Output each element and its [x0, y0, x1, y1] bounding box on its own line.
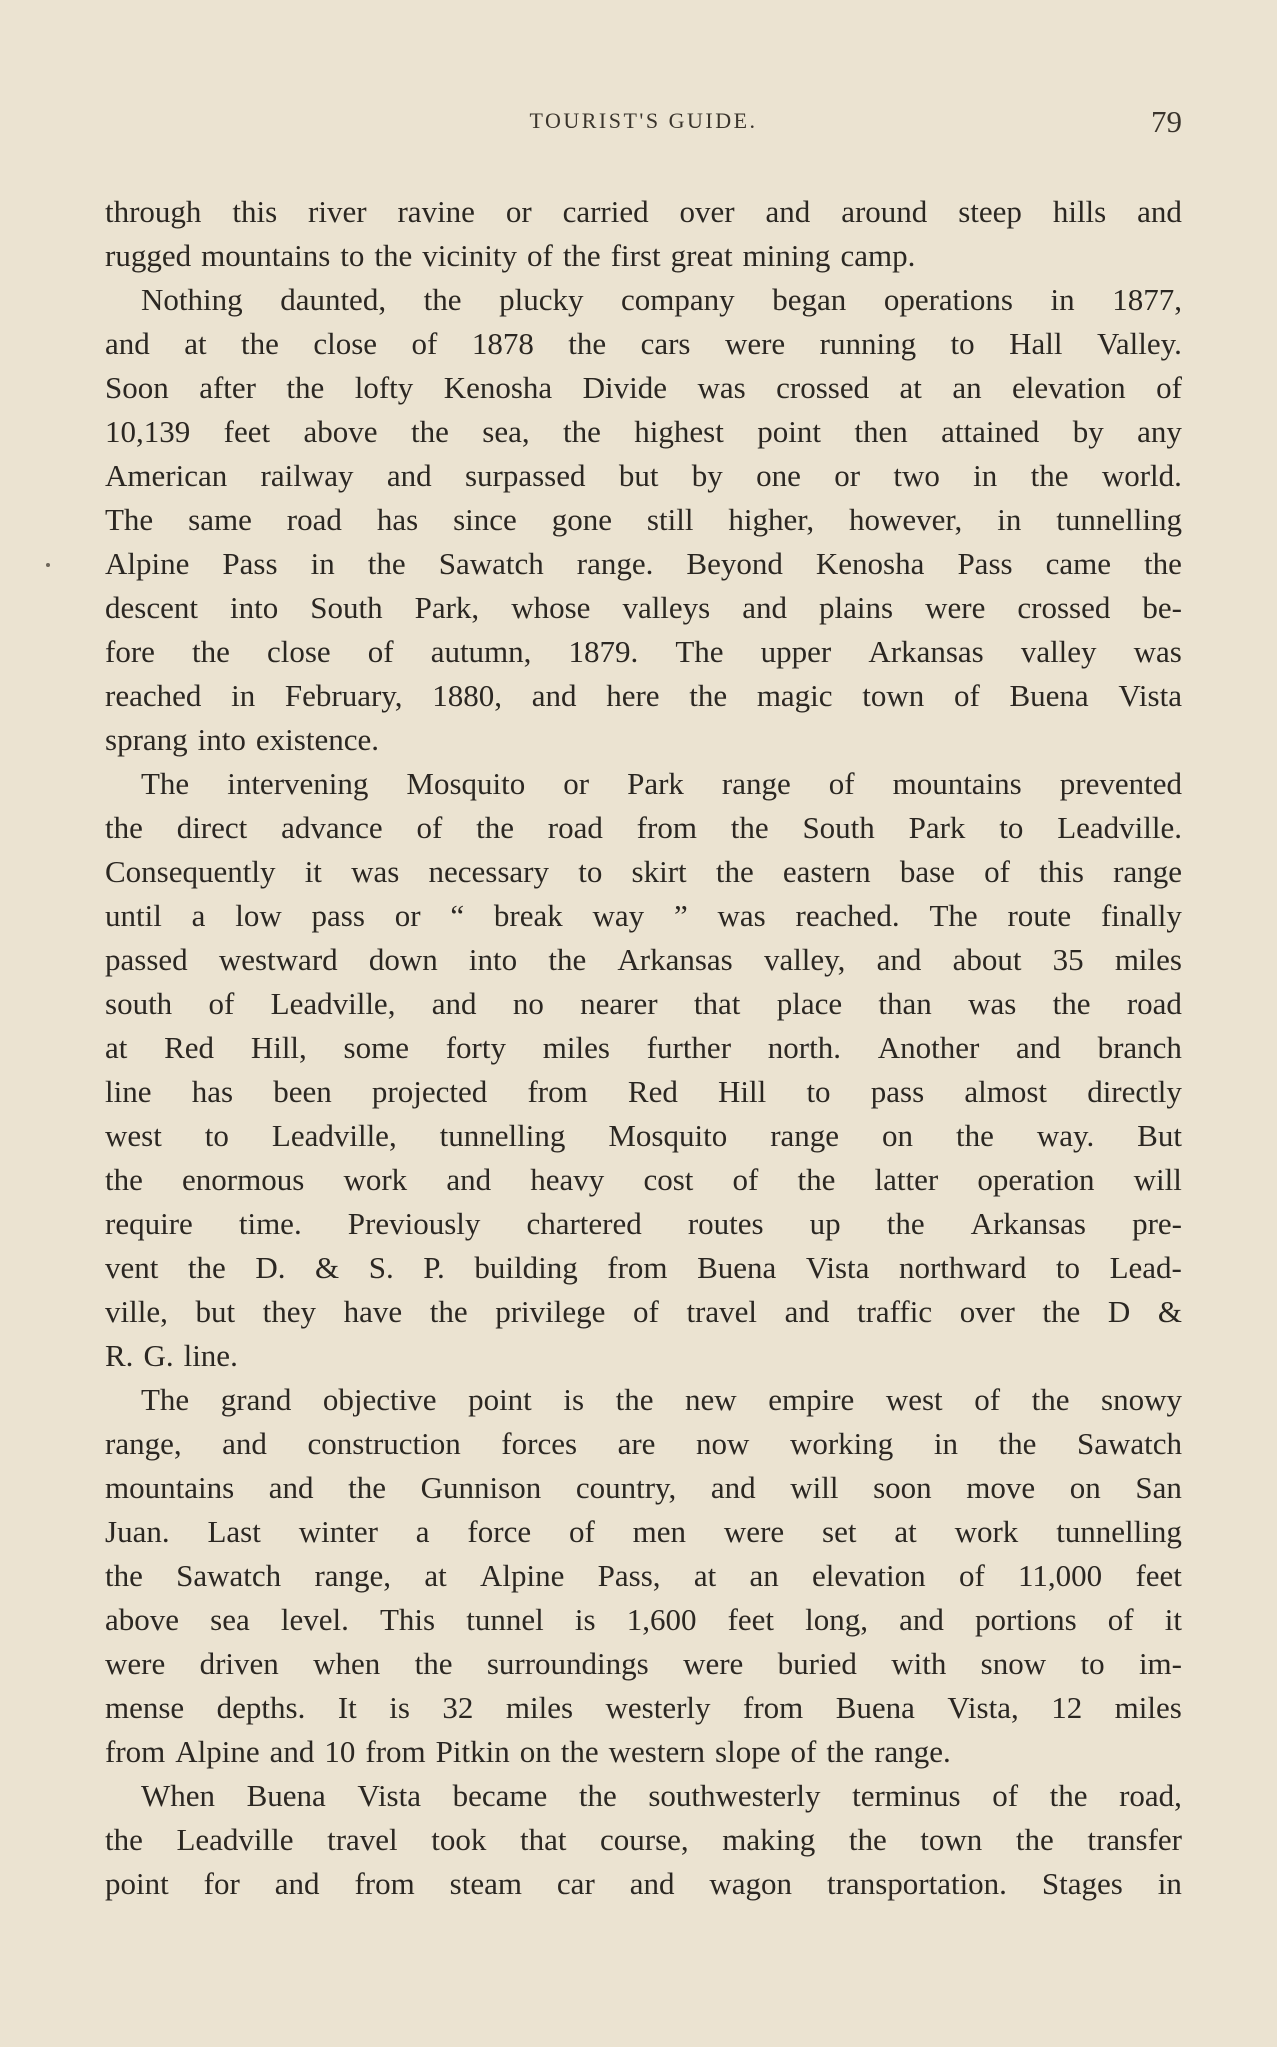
text-line: descent into South Park, whose valleys and plains were crossed be- — [105, 590, 1182, 625]
text-line: the Leadville travel took that course, making the town the transfer — [105, 1822, 1182, 1857]
text-line: above sea level. This tunnel is 1,600 feet long, and portions of it — [105, 1602, 1182, 1637]
text-line: line has been projected from Red Hill to pass almost directly — [105, 1074, 1182, 1109]
text-line: rugged mountains to the vicinity of the first great mining camp. — [105, 238, 916, 273]
text-line: the direct advance of the road from the South Park to Leadville. — [105, 810, 1182, 845]
text-line: R. G. line. — [105, 1338, 238, 1373]
text-line: require time. Previously chartered routes up the Arkansas pre- — [105, 1206, 1182, 1241]
running-head-title: TOURIST'S GUIDE. — [529, 108, 758, 133]
text-line: fore the close of autumn, 1879. The upper Arkansas valley was — [105, 634, 1182, 669]
text-line: sprang into existence. — [105, 722, 379, 757]
text-line: 10,139 feet above the sea, the highest point then attained by any — [105, 414, 1182, 449]
text-line: at Red Hill, some forty miles further north. Another and branch — [105, 1030, 1182, 1065]
text-line: Nothing daunted, the plucky company began operations in 1877, — [141, 282, 1182, 317]
text-line: The grand objective point is the new empire west of the snowy — [141, 1382, 1182, 1417]
text-line: reached in February, 1880, and here the magic town of Buena Vista — [105, 678, 1182, 713]
running-head — [105, 104, 1182, 144]
text-line: Consequently it was necessary to skirt the eastern base of this range — [105, 854, 1182, 889]
margin-mark — [46, 563, 50, 567]
text-line: Soon after the lofty Kenosha Divide was crossed at an elevation of — [105, 370, 1182, 405]
text-line: The same road has since gone still higher, however, in tunnelling — [105, 502, 1182, 537]
text-line: west to Leadville, tunnelling Mosquito range on the way. But — [105, 1118, 1182, 1153]
text-line: When Buena Vista became the southwesterly terminus of the road, — [141, 1778, 1182, 1813]
page-number: 79 — [1151, 104, 1182, 139]
text-line: passed westward down into the Arkansas valley, and about 35 miles — [105, 942, 1182, 977]
text-line: were driven when the surroundings were buried with snow to im- — [105, 1646, 1182, 1681]
text-line: through this river ravine or carried over and around steep hills and — [105, 194, 1182, 229]
text-line: American railway and surpassed but by one or two in the world. — [105, 458, 1182, 493]
text-line: mountains and the Gunnison country, and will soon move on San — [105, 1470, 1182, 1505]
text-line: Alpine Pass in the Sawatch range. Beyond Kenosha Pass came the — [105, 546, 1182, 581]
text-line: range, and construction forces are now working in the Sawatch — [105, 1426, 1182, 1461]
text-line: ville, but they have the privilege of travel and traffic over the D & — [105, 1294, 1182, 1329]
text-line: south of Leadville, and no nearer that place than was the road — [105, 986, 1182, 1021]
text-line: point for and from steam car and wagon transportation. Stages in — [105, 1866, 1182, 1901]
text-line: Juan. Last winter a force of men were set at work tunnelling — [105, 1514, 1182, 1549]
text-line: from Alpine and 10 from Pitkin on the western slope of the range. — [105, 1734, 951, 1769]
text-line: The intervening Mosquito or Park range of mountains prevented — [141, 766, 1182, 801]
text-line: the Sawatch range, at Alpine Pass, at an elevation of 11,000 feet — [105, 1558, 1182, 1593]
body-text — [105, 190, 1182, 1906]
text-line: vent the D. & S. P. building from Buena Vista northward to Lead- — [105, 1250, 1182, 1285]
text-line: until a low pass or “ break way ” was reached. The route finally — [105, 898, 1182, 933]
text-line: mense depths. It is 32 miles westerly from Buena Vista, 12 miles — [105, 1690, 1182, 1725]
text-line: the enormous work and heavy cost of the latter operation will — [105, 1162, 1182, 1197]
text-line: and at the close of 1878 the cars were running to Hall Valley. — [105, 326, 1182, 361]
